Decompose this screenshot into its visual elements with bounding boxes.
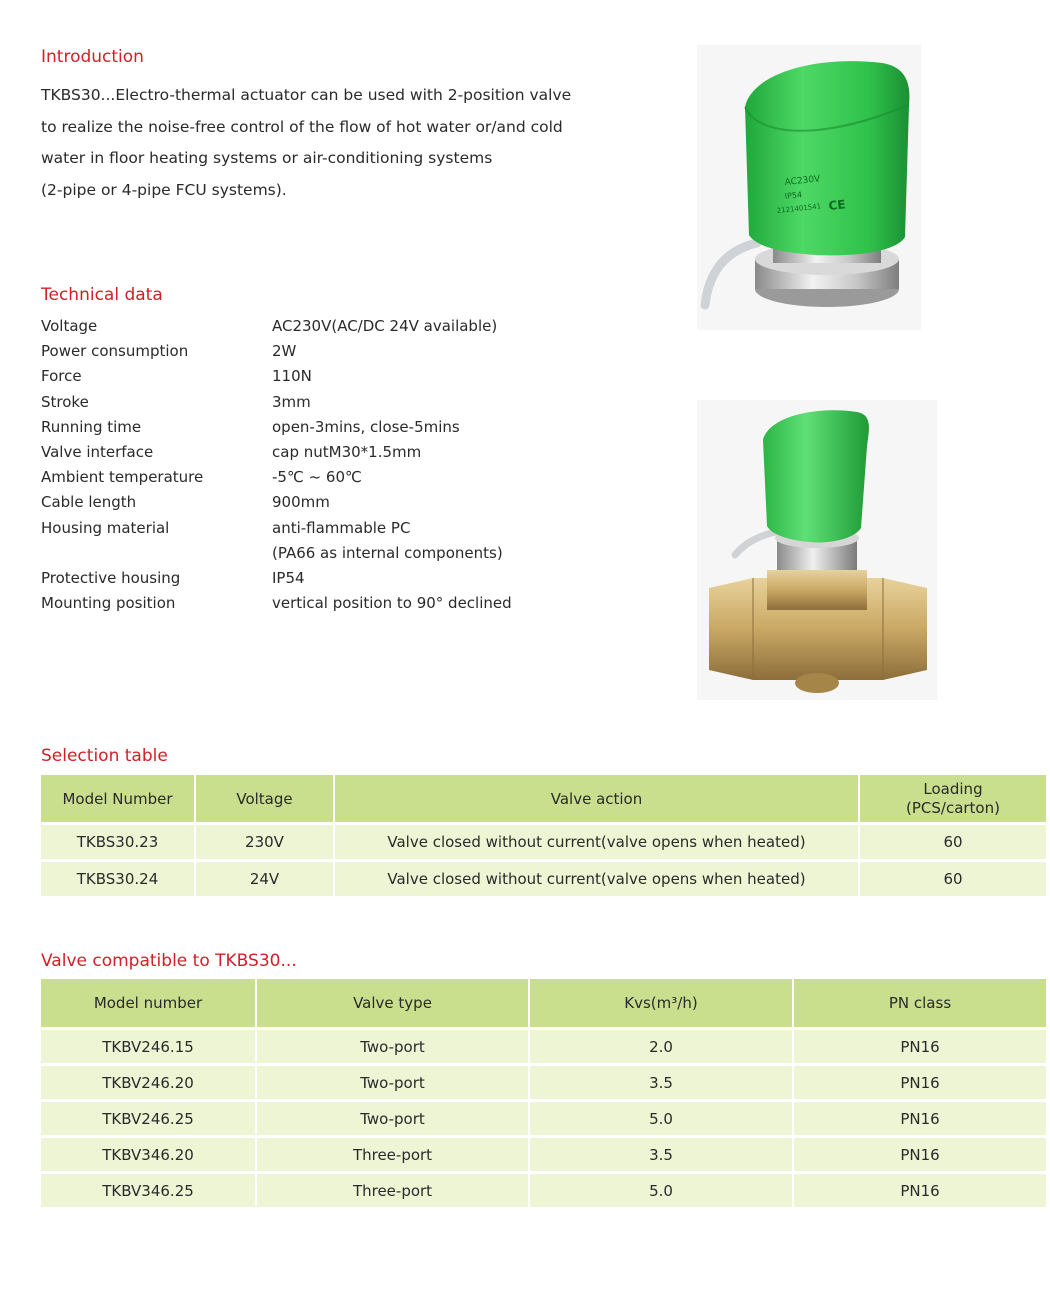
table-cell: 60	[860, 822, 1046, 859]
table-cell: 5.0	[530, 1099, 794, 1135]
compat-table	[41, 979, 1046, 1207]
table-cell: 24V	[196, 859, 335, 896]
table-cell: 3.5	[530, 1135, 794, 1171]
spec-value: anti-flammable PC	[272, 518, 411, 537]
intro-heading: Introduction	[41, 47, 144, 67]
table-cell: Valve closed without current(valve opens when heated)	[335, 822, 860, 859]
table-cell: TKBV246.25	[41, 1099, 257, 1135]
column-header: Model number	[41, 979, 257, 1027]
spec-label: Cable length	[41, 493, 137, 512]
actuator-photo	[697, 45, 921, 330]
spec-value: cap nutM30*1.5mm	[272, 442, 422, 461]
marking-ip: IP54	[784, 190, 803, 201]
spec-value: -5℃ ~ 60℃	[272, 468, 362, 487]
column-header	[860, 775, 1046, 822]
table-cell: 2.0	[530, 1027, 794, 1063]
table-cell: TKBV346.20	[41, 1135, 257, 1171]
table-cell: PN16	[794, 1171, 1046, 1207]
intro-line: TKBS30...Electro-thermal actuator can be used with 2-position valve	[41, 86, 572, 104]
intro-line: water in floor heating systems or air-conditioning systems	[41, 149, 493, 167]
column-header: Model Number	[41, 775, 196, 822]
spec-label: Valve interface	[41, 442, 154, 461]
table-cell: PN16	[794, 1135, 1046, 1171]
spec-value: IP54	[272, 568, 305, 587]
marking-voltage: AC230V	[784, 174, 821, 188]
table-cell: Two-port	[257, 1099, 530, 1135]
table-row	[41, 1027, 1046, 1063]
table-row	[41, 1135, 1046, 1171]
table-cell: Two-port	[257, 1063, 530, 1099]
table-row	[41, 1099, 1046, 1135]
compat-heading: Valve compatible to TKBS30...	[41, 951, 297, 971]
spec-label: Protective housing	[41, 568, 181, 587]
intro-line: (2-pipe or 4-pipe FCU systems).	[41, 180, 287, 199]
spec-value: vertical position to 90° declined	[272, 594, 512, 613]
table-cell: 5.0	[530, 1171, 794, 1207]
intro-line: to realize the noise-free control of the flow of hot water or/and cold	[41, 117, 563, 136]
marking-ce: CE	[827, 197, 847, 213]
spec-value: open-3mins, close-5mins	[272, 417, 460, 436]
table-cell: Two-port	[257, 1027, 530, 1063]
table-cell: Valve closed without current(valve opens when heated)	[335, 859, 860, 896]
table-header-row	[41, 979, 1046, 1027]
spec-label: Running time	[41, 417, 142, 436]
table-cell: 60	[860, 859, 1046, 896]
column-header: Valve action	[335, 775, 860, 822]
spec-value: 2W	[272, 342, 297, 361]
column-header: Valve type	[257, 979, 530, 1027]
table-cell: PN16	[794, 1063, 1046, 1099]
table-cell: TKBV246.20	[41, 1063, 257, 1099]
column-header: Voltage	[196, 775, 335, 822]
table-cell: PN16	[794, 1027, 1046, 1063]
selection-table	[41, 775, 1046, 896]
table-cell: TKBS30.24	[41, 859, 196, 896]
spec-value-extra: (PA66 as internal components)	[272, 543, 503, 562]
table-cell: Three-port	[257, 1135, 530, 1171]
spec-label: Ambient temperature	[41, 468, 204, 487]
table-cell: TKBV246.15	[41, 1027, 257, 1063]
column-header: PN class	[794, 979, 1046, 1027]
table-row	[41, 1171, 1046, 1207]
spec-value: 3mm	[272, 392, 311, 411]
table-cell: PN16	[794, 1099, 1046, 1135]
table-row	[41, 822, 1046, 859]
spec-label: Force	[41, 367, 82, 386]
spec-value: AC230V(AC/DC 24V available)	[272, 317, 498, 335]
table-cell: Three-port	[257, 1171, 530, 1207]
spec-value: 900mm	[272, 493, 330, 512]
table-row	[41, 1063, 1046, 1099]
spec-label: Power consumption	[41, 342, 189, 361]
table-cell: TKBV346.25	[41, 1171, 257, 1207]
table-cell: 230V	[196, 822, 335, 859]
table-cell: TKBS30.23	[41, 822, 196, 859]
actuator-valve-photo	[697, 400, 937, 700]
selection-heading: Selection table	[41, 746, 168, 766]
table-header-row	[41, 775, 1046, 822]
spec-label: Mounting position	[41, 594, 176, 613]
spec-label: Voltage	[41, 317, 98, 335]
column-header-line: Loading	[923, 779, 983, 798]
intro-text	[41, 80, 601, 206]
marking-serial: 2121401541	[776, 202, 822, 215]
table-row	[41, 859, 1046, 896]
column-header-line: (PCS/carton)	[906, 798, 1000, 817]
column-header: Kvs(m³/h)	[530, 979, 794, 1027]
spec-label: Housing material	[41, 518, 170, 537]
table-cell: 3.5	[530, 1063, 794, 1099]
tech-heading: Technical data	[41, 285, 163, 305]
spec-label: Stroke	[41, 392, 89, 411]
spec-value: 110N	[272, 367, 312, 386]
